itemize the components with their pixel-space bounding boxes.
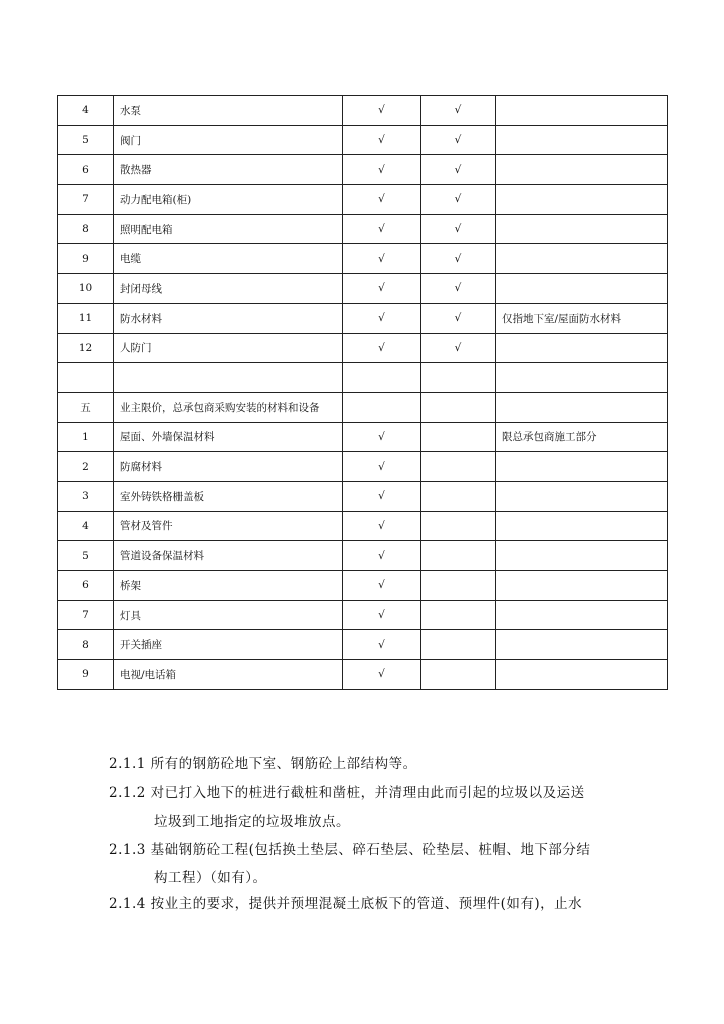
- table-row: [58, 600, 668, 630]
- item-name: 业主限价，总承包商采购安装的材料和设备: [114, 392, 343, 422]
- remark: [496, 244, 668, 274]
- check-col-1: [343, 392, 421, 422]
- check-col-1: √: [343, 600, 421, 630]
- row-number: 五: [58, 392, 114, 422]
- check-col-1: √: [343, 125, 421, 155]
- check-col-1: √: [343, 333, 421, 363]
- table-row: [58, 452, 668, 482]
- remark: [496, 214, 668, 244]
- check-col-1: √: [343, 214, 421, 244]
- remark: [496, 155, 668, 185]
- remark: [496, 96, 668, 126]
- table-row: [58, 214, 668, 244]
- remark: [496, 630, 668, 660]
- remark: [496, 511, 668, 541]
- item-name: 散热器: [114, 155, 343, 185]
- check-col-2: [421, 452, 496, 482]
- check-col-2: √: [421, 244, 496, 274]
- table-row: [58, 125, 668, 155]
- check-col-2: [421, 481, 496, 511]
- check-col-1: √: [343, 481, 421, 511]
- check-col-1: √: [343, 571, 421, 601]
- check-col-2: √: [421, 96, 496, 126]
- check-col-2: √: [421, 274, 496, 304]
- check-col-1: [343, 363, 421, 393]
- remark: [496, 660, 668, 690]
- table-row: [58, 333, 668, 363]
- row-number: 3: [58, 481, 114, 511]
- item-name: 防水材料: [114, 303, 343, 333]
- item-name: 动力配电箱(柜): [114, 185, 343, 215]
- paragraph-2-1-1: 2.1.1 所有的钢筋砼地下室、钢筋砼上部结构等。: [109, 756, 417, 772]
- item-name: 封闭母线: [114, 274, 343, 304]
- row-number: 1: [58, 422, 114, 452]
- item-name: 防腐材料: [114, 452, 343, 482]
- table-row: [58, 392, 668, 422]
- table-row: [58, 511, 668, 541]
- check-col-1: √: [343, 274, 421, 304]
- row-number: [58, 363, 114, 393]
- item-name: 阀门: [114, 125, 343, 155]
- check-col-1: √: [343, 630, 421, 660]
- table-row: [58, 363, 668, 393]
- table-row: [58, 630, 668, 660]
- table-row: [58, 571, 668, 601]
- table-row: [58, 244, 668, 274]
- materials-table: [57, 95, 668, 690]
- row-number: 7: [58, 185, 114, 215]
- check-col-1: √: [343, 422, 421, 452]
- item-name: 照明配电箱: [114, 214, 343, 244]
- item-name: 电视/电话箱: [114, 660, 343, 690]
- table-row: [58, 481, 668, 511]
- check-col-2: [421, 630, 496, 660]
- item-name: 屋面、外墙保温材料: [114, 422, 343, 452]
- check-col-2: [421, 392, 496, 422]
- check-col-1: √: [343, 452, 421, 482]
- row-number: 8: [58, 214, 114, 244]
- table-row: [58, 303, 668, 333]
- check-col-2: √: [421, 303, 496, 333]
- check-col-1: √: [343, 244, 421, 274]
- check-col-1: √: [343, 541, 421, 571]
- table-row: [58, 185, 668, 215]
- remark: [496, 363, 668, 393]
- check-col-1: √: [343, 96, 421, 126]
- row-number: 4: [58, 511, 114, 541]
- check-col-2: √: [421, 333, 496, 363]
- row-number: 11: [58, 303, 114, 333]
- item-name: 水泵: [114, 96, 343, 126]
- remark: 限总承包商施工部分: [496, 422, 668, 452]
- row-number: 12: [58, 333, 114, 363]
- item-name: [114, 363, 343, 393]
- remark: 仅指地下室/屋面防水材料: [496, 303, 668, 333]
- remark: [496, 185, 668, 215]
- row-number: 2: [58, 452, 114, 482]
- row-number: 5: [58, 125, 114, 155]
- row-number: 4: [58, 96, 114, 126]
- item-name: 开关插座: [114, 630, 343, 660]
- check-col-2: √: [421, 125, 496, 155]
- check-col-2: [421, 600, 496, 630]
- row-number: 9: [58, 244, 114, 274]
- row-number: 6: [58, 155, 114, 185]
- paragraph-2-1-2-line2: 垃圾到工地指定的垃圾堆放点。: [154, 814, 350, 830]
- row-number: 8: [58, 630, 114, 660]
- item-name: 管道设备保温材料: [114, 541, 343, 571]
- check-col-1: √: [343, 660, 421, 690]
- table-row: [58, 155, 668, 185]
- item-name: 电缆: [114, 244, 343, 274]
- check-col-2: [421, 571, 496, 601]
- paragraph-2-1-4-line1: 2.1.4 按业主的要求，提供并预埋混凝土底板下的管道、预埋件(如有)，止水: [109, 896, 583, 912]
- check-col-2: √: [421, 214, 496, 244]
- paragraph-2-1-3-line1: 2.1.3 基础钢筋砼工程(包括换土垫层、碎石垫层、砼垫层、桩帽、地下部分结: [109, 842, 591, 858]
- paragraph-2-1-3-line2: 构工程）（如有）。: [154, 870, 267, 886]
- remark: [496, 333, 668, 363]
- check-col-2: [421, 660, 496, 690]
- item-name: 灯具: [114, 600, 343, 630]
- check-col-2: √: [421, 185, 496, 215]
- table-row: [58, 422, 668, 452]
- row-number: 7: [58, 600, 114, 630]
- check-col-1: √: [343, 185, 421, 215]
- check-col-2: [421, 541, 496, 571]
- remark: [496, 571, 668, 601]
- item-name: 管材及管件: [114, 511, 343, 541]
- remark: [496, 600, 668, 630]
- item-name: 室外铸铁格栅盖板: [114, 481, 343, 511]
- check-col-2: [421, 422, 496, 452]
- paragraph-2-1-2-line1: 2.1.2 对已打入地下的桩进行截桩和凿桩，并清理由此而引起的垃圾以及运送: [109, 785, 585, 801]
- row-number: 9: [58, 660, 114, 690]
- remark: [496, 392, 668, 422]
- check-col-1: √: [343, 303, 421, 333]
- check-col-2: [421, 511, 496, 541]
- remark: [496, 125, 668, 155]
- table-row: [58, 96, 668, 126]
- table-row: [58, 660, 668, 690]
- check-col-1: √: [343, 155, 421, 185]
- check-col-2: [421, 363, 496, 393]
- item-name: 桥架: [114, 571, 343, 601]
- table-row: [58, 274, 668, 304]
- row-number: 5: [58, 541, 114, 571]
- check-col-2: √: [421, 155, 496, 185]
- table-row: [58, 541, 668, 571]
- remark: [496, 541, 668, 571]
- remark: [496, 481, 668, 511]
- item-name: 人防门: [114, 333, 343, 363]
- row-number: 10: [58, 274, 114, 304]
- remark: [496, 452, 668, 482]
- check-col-1: √: [343, 511, 421, 541]
- remark: [496, 274, 668, 304]
- row-number: 6: [58, 571, 114, 601]
